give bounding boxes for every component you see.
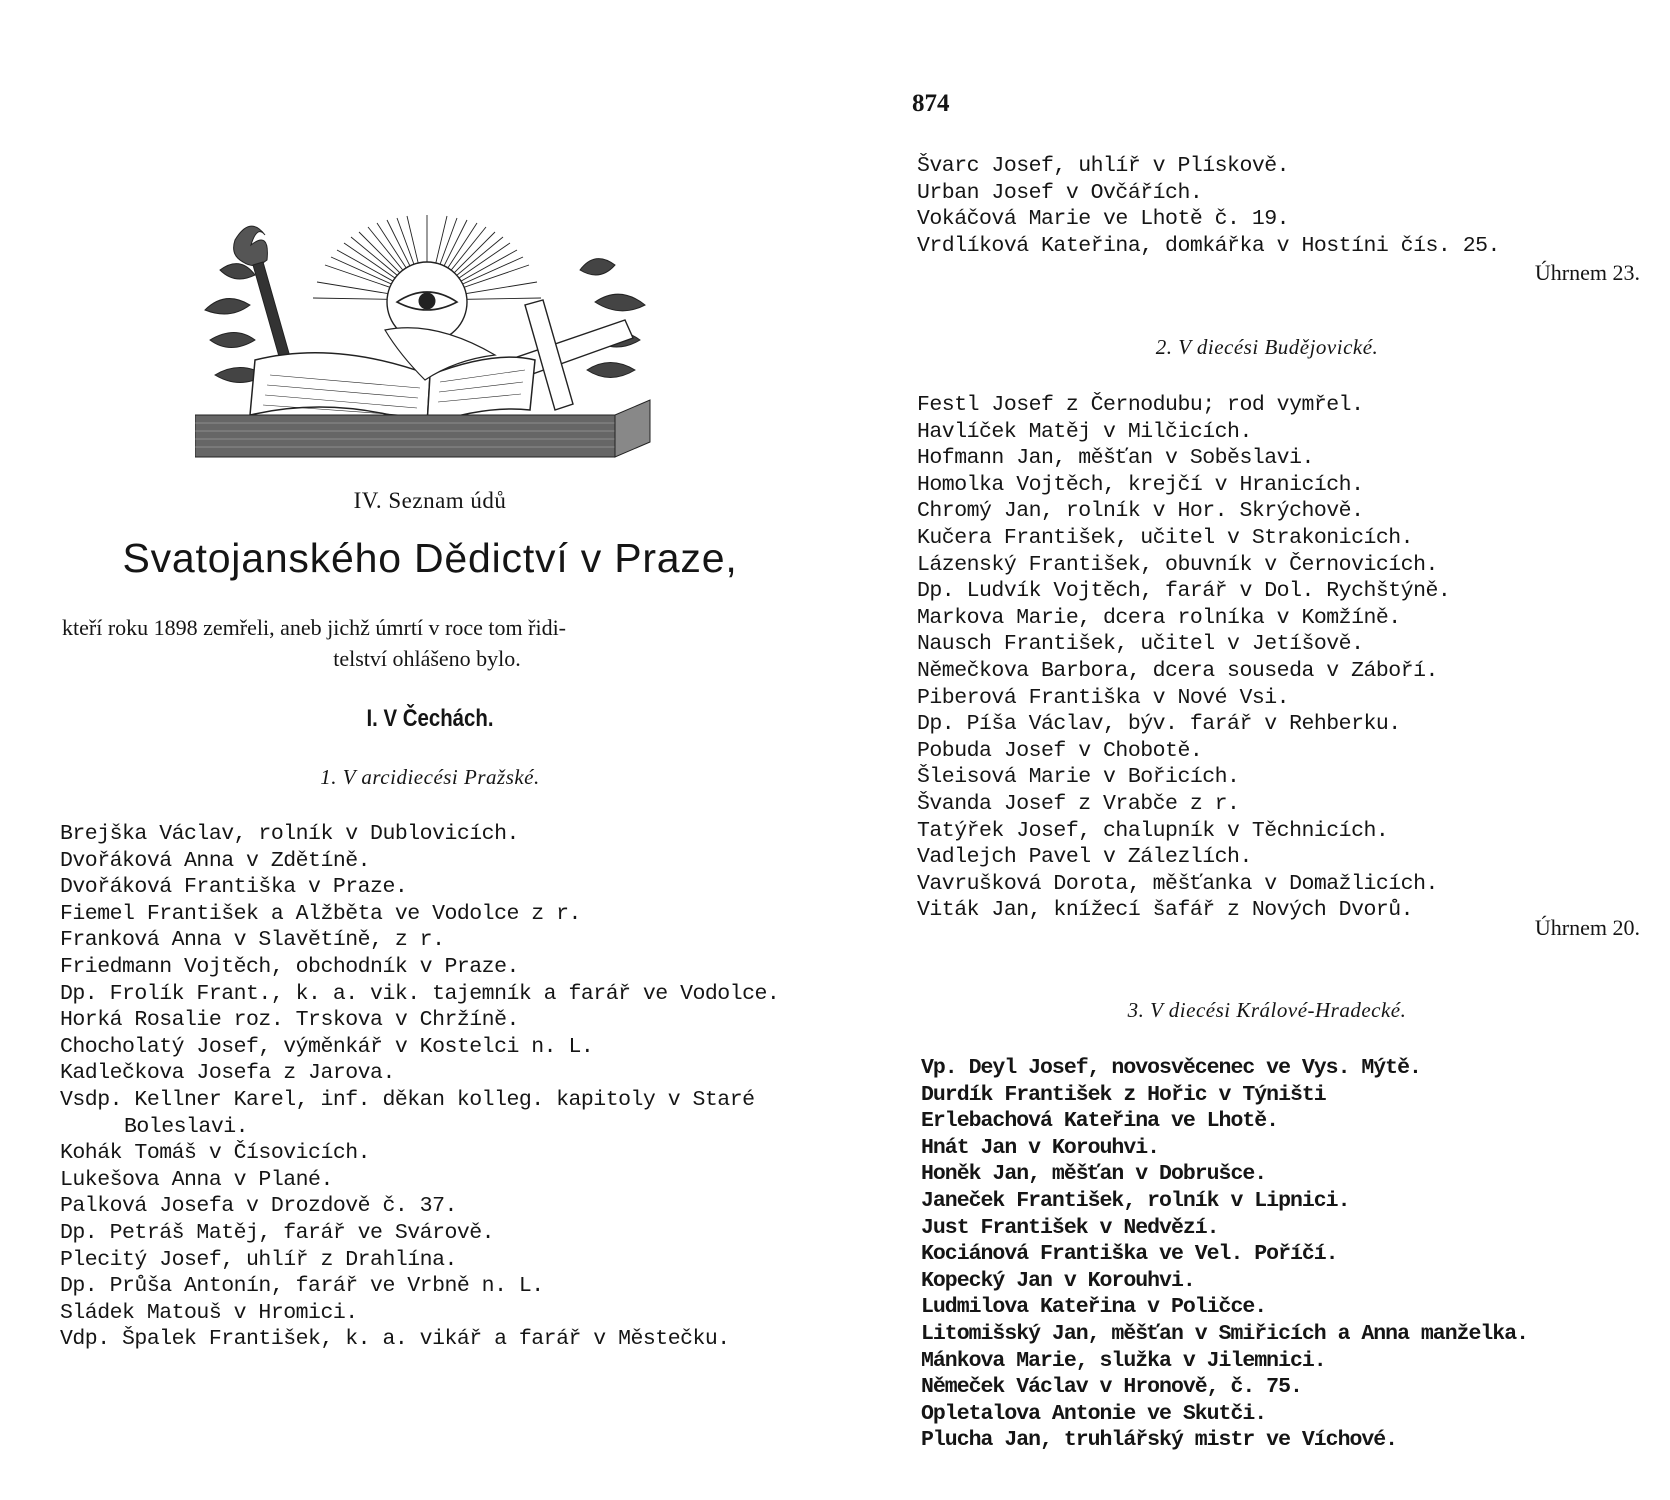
list-item: Urban Josef v Ovčářích. [917,180,1203,205]
list-item: Dvořáková Anna v Zdětíně. [60,848,371,873]
list-item: Havlíček Matěj v Milčicích. [917,419,1252,444]
list-item: Erlebachová Kateřina ve Lhotě. [921,1109,1279,1134]
list-item: Hofmann Jan, měšťan v Soběslavi. [917,446,1314,471]
list-item: Viták Jan, knížecí šafář z Nových Dvorů. [917,898,1414,923]
list-item: Lázenský František, obuvník v Černovicích. [917,552,1438,577]
list-item: Durdík František z Hořic v Týništi [921,1082,1326,1107]
entry-list-hradec-kralove [921,1055,1528,1454]
list-item: Opletalova Antonie ve Skutči. [921,1401,1267,1426]
list-item: Kopecký Jan v Korouhvi. [921,1268,1195,1293]
list-item: Kociánová Františka ve Vel. Poříčí. [921,1242,1338,1267]
list-item: Tatýřek Josef, chalupník v Těchnicích. [917,818,1389,843]
main-title: Svatojanského Dědictví v Praze, [122,535,738,581]
entry-list-prague-continued [917,153,1500,259]
list-item: Horká Rosalie roz. Trskova v Chržíně. [60,1008,519,1033]
list-item: Markova Marie, dcera rolníka v Komžíně. [917,605,1401,630]
section-total-prague: Úhrnem 23. [1534,260,1640,285]
list-item: Šleisová Marie v Bořicích. [917,765,1240,790]
entry-text: Vsdp. Kellner Karel, inf. děkan kolleg. kapitoly v Staré [60,1087,755,1112]
list-item: Švanda Josef z Vrabče z r. [917,791,1240,816]
list-item: Just František v Nedvězí. [921,1215,1219,1240]
list-item: Němeček Václav v Hronově, č. 75. [921,1375,1302,1400]
list-item [60,1087,779,1140]
list-item: Vokáčová Marie ve Lhotě č. 19. [917,207,1290,232]
list-item: Vp. Deyl Josef, novosvěcenec ve Vys. Mýtě. [921,1056,1421,1080]
list-item: Pobuda Josef v Chobotě. [917,738,1203,763]
list-item: Plecitý Josef, uhlíř z Drahlína. [60,1247,457,1272]
list-item: Hnát Jan v Korouhvi. [921,1135,1160,1160]
list-item: Dp. Petráš Matěj, farář ve Svárově. [60,1220,495,1245]
memorial-vignette-illustration [195,210,655,460]
subtitle-line-1: kteří roku 1898 zemřeli, aneb jichž úmrtí v roce tom řidi- [62,615,567,640]
list-item: Franková Anna v Slavětíně, z r. [60,928,445,953]
list-item: Chromý Jan, rolník v Hor. Skrýchově. [917,499,1364,524]
list-item: Homolka Vojtěch, krejčí v Hranicích. [917,472,1364,497]
list-item: Němečkova Barbora, dcera souseda v Záboří. [917,658,1438,683]
entry-list-prague [60,821,779,1353]
list-item: Kohák Tomáš v Čísovicích. [60,1141,371,1166]
entry-list-budejovice [917,392,1450,924]
list-item: Janeček František, rolník v Lipnici. [921,1188,1350,1213]
page-number: 874 [912,90,950,117]
list-item: Dp. Frolík Frant., k. a. vik. tajemník a farář ve Vodolce. [60,981,780,1006]
list-item: Brejška Václav, rolník v Dublovicích. [60,822,519,846]
section-number-heading: IV. Seznam údů [353,488,507,513]
list-item: Mánkova Marie, služka v Jilemnici. [921,1348,1326,1373]
list-item: Vadlejch Pavel v Zálezlích. [917,845,1252,870]
list-item: Vrdlíková Kateřina, domkářka v Hostíni čís. 25. [917,233,1500,258]
list-item: Ludmilova Kateřina v Poličce. [921,1295,1267,1320]
right-page [835,0,1670,1500]
list-item: Kučera František, učitel v Strakonicích. [917,525,1414,550]
list-item: Honěk Jan, měšťan v Dobrušce. [921,1162,1267,1187]
list-item: Lukešova Anna v Plané. [60,1167,333,1192]
list-item: Dp. Průša Antonín, farář ve Vrbně n. L. [60,1274,544,1299]
diocese-heading-prague: 1. V arcidiecési Pražské. [320,765,540,789]
subtitle-line-2: telství ohlášeno bylo. [333,646,521,671]
list-item: Sládek Matouš v Hromici. [60,1300,358,1325]
list-item: Festl Josef z Černodubu; rod vymřel. [917,393,1364,417]
list-item: Švarc Josef, uhlíř v Plískově. [917,154,1290,178]
list-item: Palková Josefa v Drozdově č. 37. [60,1194,457,1219]
list-item: Nausch František, učitel v Jetíšově. [917,632,1364,657]
diocese-heading-hradec-kralove: 3. V diecési Králové-Hradecké. [1127,998,1407,1022]
section-total-budejovice: Úhrnem 20. [1534,915,1640,940]
list-item: Plucha Jan, truhlářský mistr ve Víchové. [921,1428,1398,1453]
list-item: Dvořáková Františka v Praze. [60,875,408,900]
list-item: Chocholatý Josef, výměnkář v Kostelci n. L. [60,1034,594,1059]
list-item: Vdp. Špalek František, k. a. vikář a farář v Městečku. [60,1327,730,1352]
list-item: Fiemel František a Alžběta ve Vodolce z r. [60,901,581,926]
list-item: Litomišský Jan, měšťan v Smiřicích a Anna manželka. [921,1321,1529,1346]
list-item: Friedmann Vojtěch, obchodník v Praze. [60,954,519,979]
list-item: Kadlečkova Josefa z Jarova. [60,1061,395,1086]
list-item: Vavrušková Dorota, měšťanka v Domažlicích. [917,871,1438,896]
entry-continuation: Boleslavi. [124,1114,249,1139]
list-item: Dp. Píša Václav, býv. farář v Rehberku. [917,712,1401,737]
list-item: Dp. Ludvík Vojtěch, farář v Dol. Rychštýně. [917,579,1451,604]
diocese-heading-budejovice: 2. V diecési Budějovické. [1155,335,1379,359]
country-heading: I. V Čechách. [366,705,494,732]
subtitle [62,612,792,674]
list-item: Piberová Františka v Nové Vsi. [917,685,1290,710]
